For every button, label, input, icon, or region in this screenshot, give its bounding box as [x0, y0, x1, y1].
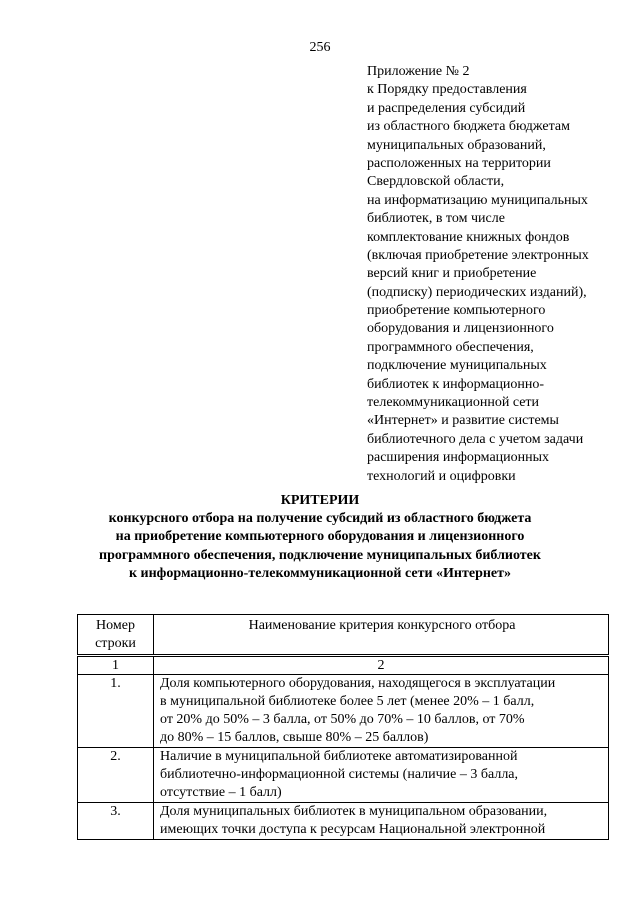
appendix-line: подключение муниципальных: [367, 358, 547, 374]
appendix-line: Свердловской области,: [367, 174, 505, 190]
row-criterion: [154, 803, 609, 840]
table-row: [78, 803, 609, 840]
criterion-line: отсутствие – 1 балл): [160, 785, 282, 800]
table-column-number-row: [78, 657, 609, 675]
table-row: [78, 748, 609, 803]
appendix-line: технологий и оцифровки: [367, 468, 516, 484]
appendix-line: и распределения субсидий: [367, 100, 526, 116]
appendix-line: комплектование книжных фондов: [367, 229, 570, 245]
row-number: 3.: [78, 803, 154, 840]
criteria-table: [77, 614, 609, 840]
criterion-line: имеющих точки доступа к ресурсам Национальной электронной: [160, 822, 546, 837]
criterion-line: библиотечно-информационной системы (наличие – 3 балла,: [160, 767, 519, 782]
criterion-line: Доля компьютерного оборудования, находящегося в эксплуатации: [160, 676, 556, 691]
criterion-line: от 20% до 50% – 3 балла, от 50% до 70% – 10 баллов, от 70%: [160, 712, 525, 727]
appendix-line: (включая приобретение электронных: [367, 247, 589, 263]
column-number-2: 2: [154, 657, 609, 675]
criteria-subtitle-line: программного обеспечения, подключение муниципальных библиотек: [99, 547, 541, 563]
criterion-line: Наличие в муниципальной библиотеке автоматизированной: [160, 749, 518, 764]
row-number: 1.: [78, 675, 154, 748]
appendix-line: расширения информационных: [367, 450, 550, 466]
criterion-line: в муниципальной библиотеке более 5 лет (менее 20% – 1 балл,: [160, 694, 535, 709]
criteria-title: [0, 492, 640, 583]
criteria-subtitle-line: к информационно-телекоммуникационной сети «Интернет»: [128, 565, 512, 581]
header-name-cell: Наименование критерия конкурсного отбора: [154, 615, 609, 655]
criteria-subtitle-line: конкурсного отбора на получение субсидий из областного бюджета: [108, 511, 532, 527]
row-criterion: [154, 748, 609, 803]
header-number-cell: [78, 615, 154, 655]
appendix-line: на информатизацию муниципальных: [367, 192, 588, 208]
appendix-line: оборудования и лицензионного: [367, 321, 554, 337]
appendix-line: «Интернет» и развитие системы: [367, 413, 559, 429]
appendix-line: расположенных на территории: [367, 155, 551, 171]
page-number: 256: [309, 40, 331, 55]
appendix-line: программного обеспечения,: [367, 339, 534, 355]
row-number: 2.: [78, 748, 154, 803]
appendix-line: телекоммуникационной сети: [367, 395, 540, 411]
header-number-line: Номер: [96, 618, 135, 633]
appendix-line: библиотек к информационно-: [367, 376, 545, 392]
appendix-line: Приложение № 2: [367, 64, 470, 79]
appendix-line: библиотечного дела с учетом задачи: [367, 431, 584, 447]
criterion-line: Доля муниципальных библиотек в муниципальном образовании,: [160, 804, 548, 819]
criteria-subtitle-line: на приобретение компьютерного оборудования и лицензионного: [115, 529, 525, 545]
appendix-line: к Порядку предоставления: [367, 82, 527, 98]
appendix-line: библиотек, в том числе: [367, 211, 505, 227]
appendix-header: [367, 63, 627, 486]
column-number-1: 1: [78, 657, 154, 675]
appendix-line: из областного бюджета бюджетам: [367, 119, 570, 135]
table-header-row: [78, 615, 609, 655]
appendix-line: муниципальных образований,: [367, 137, 546, 153]
row-criterion: [154, 675, 609, 748]
header-number-line: строки: [95, 636, 136, 651]
appendix-line: (подписку) периодических изданий),: [367, 284, 587, 300]
criterion-line: до 80% – 15 баллов, свыше 80% – 25 баллов): [160, 730, 429, 745]
criteria-heading: КРИТЕРИИ: [280, 493, 360, 508]
appendix-line: версий книг и приобретение: [367, 266, 537, 282]
appendix-line: приобретение компьютерного: [367, 303, 546, 319]
table-row: [78, 675, 609, 748]
